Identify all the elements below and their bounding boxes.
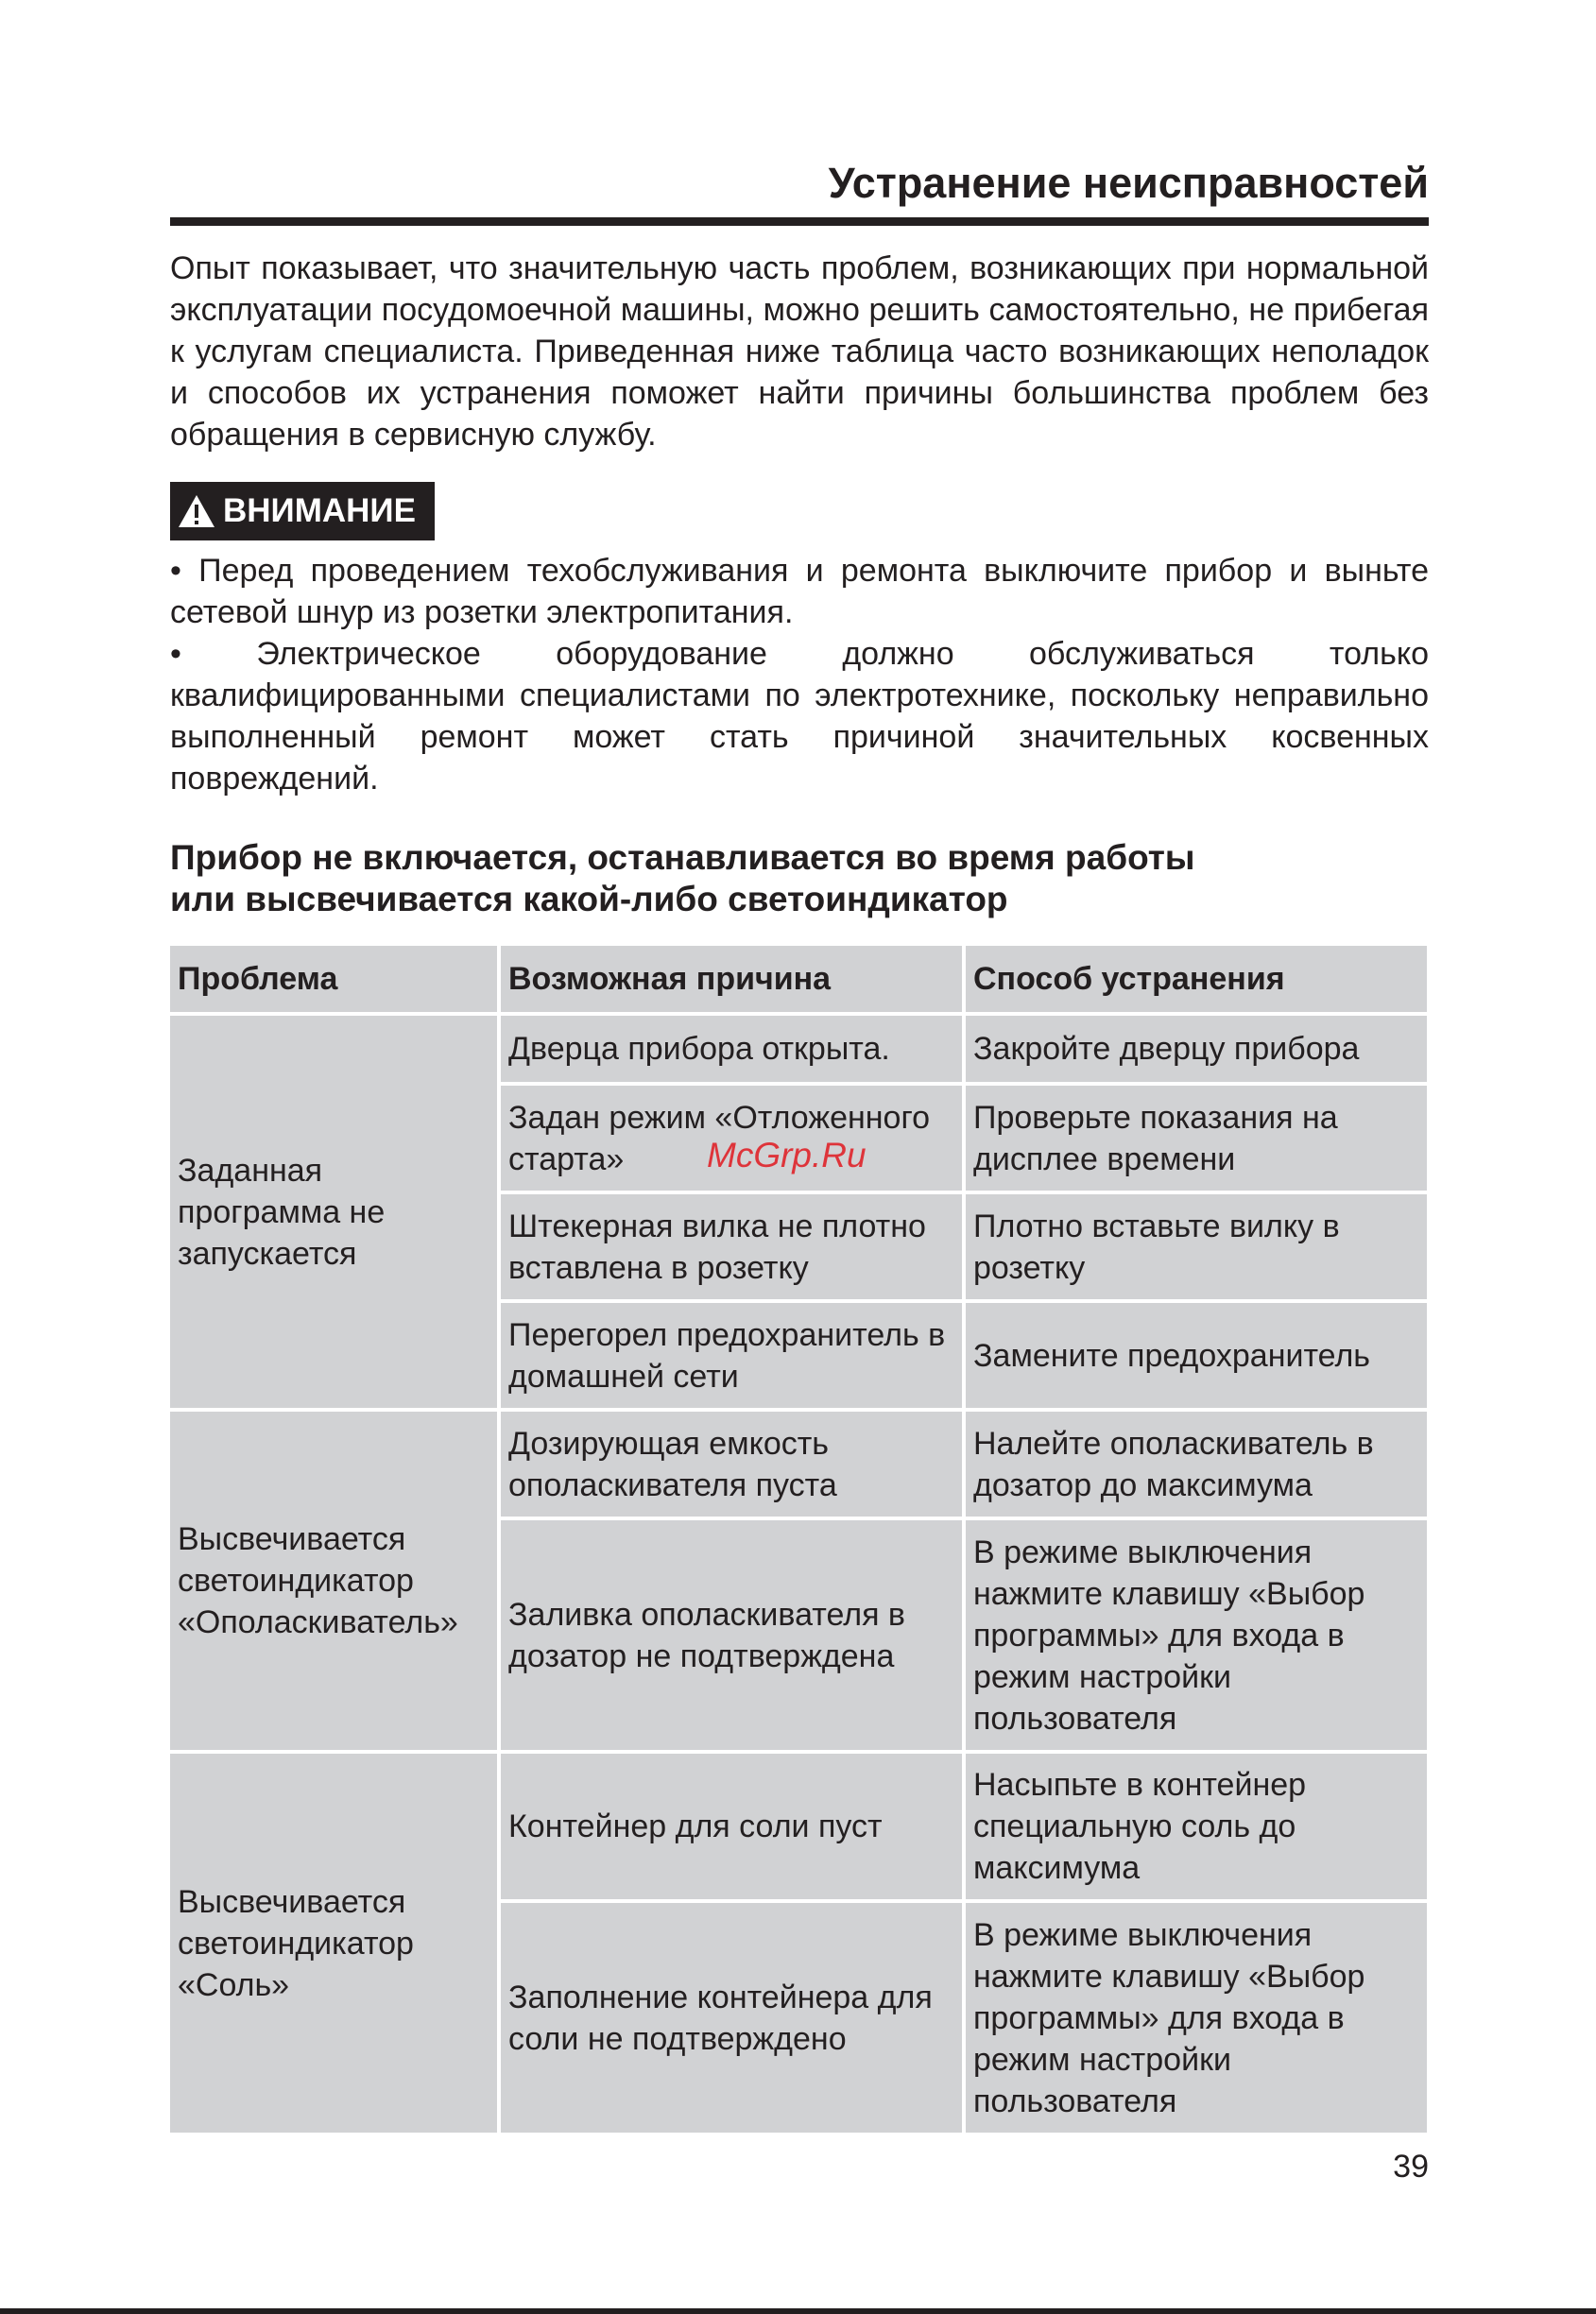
cause-cell: Дозирующая емкость ополаскивателя пуста — [501, 1412, 962, 1517]
fix-cell: Замените предохранитель — [966, 1303, 1427, 1408]
header-problem: Проблема — [170, 946, 497, 1012]
section-heading-line2: или высвечивается какой-либо светоиндикатор — [170, 880, 1008, 918]
fix-cell: Плотно вставьте вилку в розетку — [966, 1194, 1427, 1299]
fix-cell: В режиме выключения нажмите клавишу «Выбор программы» для входа в режим настройки пользователя — [966, 1520, 1427, 1750]
cause-cell: Контейнер для соли пуст — [501, 1754, 962, 1899]
title-rule — [170, 217, 1429, 226]
fix-cell: В режиме выключения нажмите клавишу «Выбор программы» для входа в режим настройки пользователя — [966, 1903, 1427, 2133]
cause-cell: Штекерная вилка не плотно вставлена в розетку — [501, 1194, 962, 1299]
section-heading-line1: Прибор не включается, останавливается во время работы — [170, 838, 1195, 877]
cause-cell: Перегорел предохранитель в домашней сети — [501, 1303, 962, 1408]
warning-item-2: • Электрическое оборудование должно обслуживаться только квалифицированными специалистами по электротехнике, поскольку неправильно выполненный ремонт может стать причиной значительных косвенных повреждений. — [170, 636, 1429, 797]
header-fix: Способ устранения — [966, 946, 1427, 1012]
table-row — [170, 1016, 1427, 1082]
troubleshooting-table — [166, 942, 1431, 2136]
page-number: 39 — [1393, 2149, 1429, 2185]
intro-paragraph: Опыт показывает, что значительную часть проблем, возникающих при нормальной эксплуатации посудомоечной машины, можно решить самостоятельно, не прибегая к услугам специалиста. Приведенная ниже таблица часто возникающих неполадок и способов их устранения поможет найти причины большинства проблем без обращения в сервисную службу. — [170, 250, 1429, 453]
problem-cell: Заданная программа не запускается — [170, 1016, 497, 1408]
cause-cell: Задан режим «Отложенного старта» — [501, 1086, 962, 1191]
fix-cell: Насыпьте в контейнер специальную соль до максимума — [966, 1754, 1427, 1899]
table-header-row — [170, 946, 1427, 1012]
warning-item-1: • Перед проведением техобслуживания и ремонта выключите прибор и выньте сетевой шнур из розетки электропитания. — [170, 553, 1429, 630]
problem-cell: Высвечивается светоиндикатор «Соль» — [170, 1754, 497, 2133]
section-heading — [170, 837, 1429, 920]
cause-cell: Дверца прибора открыта. — [501, 1016, 962, 1082]
fix-cell: Проверьте показания на дисплее времени — [966, 1086, 1427, 1191]
fix-cell: Закройте дверцу прибора — [966, 1016, 1427, 1082]
fix-cell: Налейте ополаскиватель в дозатор до максимума — [966, 1412, 1427, 1517]
warning-badge — [170, 482, 435, 540]
problem-cell: Высвечивается светоиндикатор «Ополаскиватель» — [170, 1412, 497, 1750]
cause-cell: Заполнение контейнера для соли не подтверждено — [501, 1903, 962, 2133]
page-title: Устранение неисправностей — [828, 159, 1429, 207]
bottom-rule — [0, 2308, 1596, 2314]
table-row — [170, 1754, 1427, 1899]
warning-triangle-icon — [178, 494, 215, 528]
table-row — [170, 1412, 1427, 1517]
cause-cell: Заливка ополаскивателя в дозатор не подтверждена — [501, 1520, 962, 1750]
header-cause: Возможная причина — [501, 946, 962, 1012]
watermark: McGrp.Ru — [707, 1136, 867, 1174]
warning-label: ВНИМАНИЕ — [223, 492, 416, 529]
